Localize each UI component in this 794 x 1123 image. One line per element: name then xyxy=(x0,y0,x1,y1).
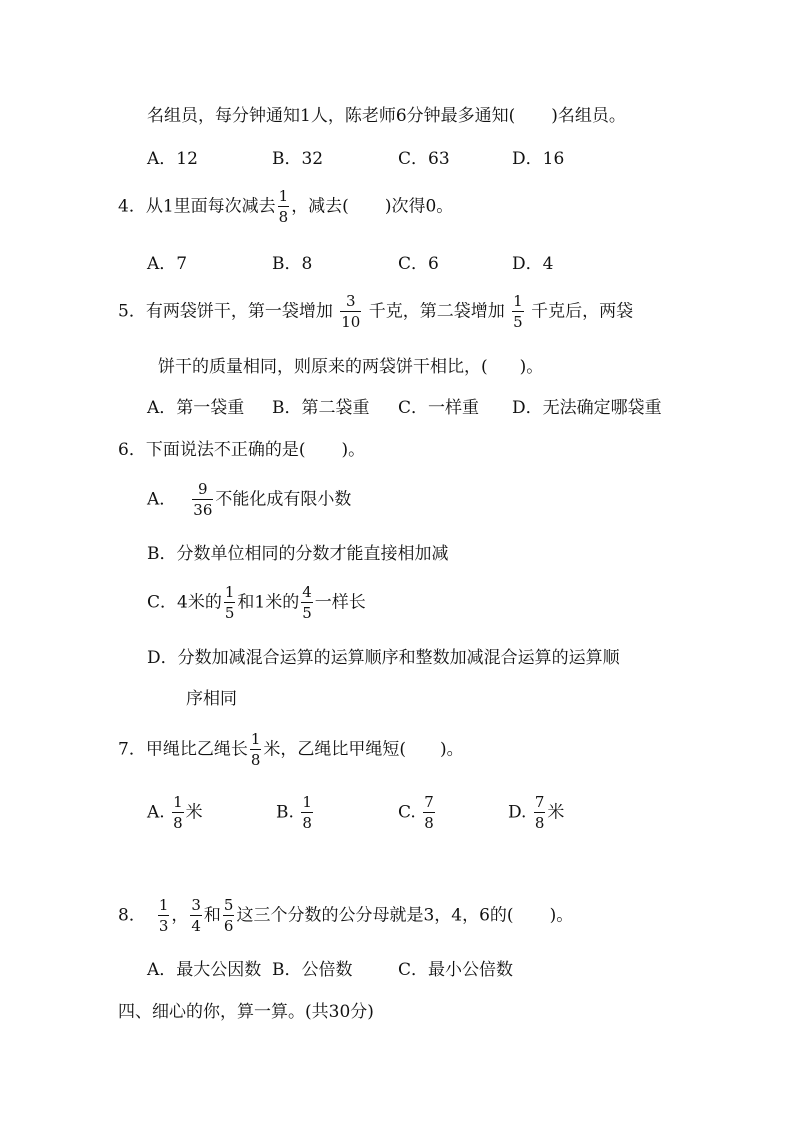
q5-fraction-2: $\frac{1}{5}$ xyxy=(513,292,523,331)
q7-option-d[interactable]: D. $\frac{7}{8}$ 米 xyxy=(508,793,565,832)
q4-option-d[interactable]: D．4 xyxy=(512,254,554,274)
q7-stem: 7．甲绳比乙绳长 $\frac{1}{8}$ 米，乙绳比甲绳短( )。 xyxy=(118,730,464,769)
q7-option-d-fraction: $\frac{7}{8}$ xyxy=(534,793,545,832)
q7-option-c[interactable]: C. $\frac{7}{8}$ xyxy=(398,793,434,832)
q5-option-d[interactable]: D．无法确定哪袋重 xyxy=(512,398,662,418)
q7-option-b-fraction: $\frac{1}{8}$ xyxy=(302,793,312,832)
q7-option-a[interactable]: A. $\frac{1}{8}$ 米 xyxy=(147,793,203,832)
q3-option-d[interactable]: D．16 xyxy=(512,149,565,169)
q6-option-d-line2: 序相同 xyxy=(186,689,237,709)
q4-option-c[interactable]: C．6 xyxy=(398,254,439,274)
section-4-heading: 四、细心的你，算一算。(共30分) xyxy=(118,1002,374,1022)
q4-option-b[interactable]: B．8 xyxy=(272,254,313,274)
q3-option-c[interactable]: C．63 xyxy=(398,149,450,169)
q7-option-c-fraction: $\frac{7}{8}$ xyxy=(424,793,434,832)
q3-stem-continued: 名组员，每分钟通知1人，陈老师6分钟最多通知( )名组员。 xyxy=(147,106,626,126)
q6-option-d[interactable]: D．分数加减混合运算的运算顺序和整数加减混合运算的运算顺 xyxy=(147,648,620,668)
q8-fraction-2: $\frac{3}{4}$ xyxy=(191,896,201,935)
q6-option-c-fraction-2: $\frac{4}{5}$ xyxy=(302,583,312,622)
q3-option-a[interactable]: A．12 xyxy=(147,149,198,169)
q3-option-b[interactable]: B．32 xyxy=(272,149,324,169)
q5-fraction-1: $\frac{3}{10}$ xyxy=(341,292,361,331)
q8-fraction-1: $\frac{1}{3}$ xyxy=(158,896,169,935)
q8-fraction-3: $\frac{5}{6}$ xyxy=(223,896,234,935)
q6-option-a-fraction: $\frac{9}{36}$ xyxy=(193,480,213,519)
q4-stem: 4．从1里面每次减去 $\frac{1}{8}$ ，减去( )次得0。 xyxy=(118,187,454,226)
q6-option-c-fraction-1: $\frac{1}{5}$ xyxy=(224,583,235,622)
q5-option-b[interactable]: B．第二袋重 xyxy=(272,398,370,418)
q6-option-c[interactable]: C．4米的 $\frac{1}{5}$ 和1米的 $\frac{4}{5}$ 一样长 xyxy=(147,583,366,622)
q8-option-c[interactable]: C．最小公倍数 xyxy=(398,960,514,980)
q6-option-a[interactable]: A． $\frac{9}{36}$ 不能化成有限小数 xyxy=(147,480,352,519)
q4-option-a[interactable]: A．7 xyxy=(147,254,188,274)
q6-option-b[interactable]: B．分数单位相同的分数才能直接相加减 xyxy=(147,544,449,564)
q5-option-c[interactable]: C．一样重 xyxy=(398,398,480,418)
q5-stem-line2: 饼干的质量相同，则原来的两袋饼干相比，( )。 xyxy=(158,357,544,377)
q4-fraction: $\frac{1}{8}$ xyxy=(278,187,289,226)
q8-option-a[interactable]: A．最大公因数 xyxy=(147,960,262,980)
q7-fraction: $\frac{1}{8}$ xyxy=(250,730,261,769)
q8-stem: 8． $\frac{1}{3}$ ， $\frac{3}{4}$ 和 $\frac{5}{6}$ 这三个分数的公分母就是3，4，6的( )。 xyxy=(118,896,574,935)
q8-option-b[interactable]: B．公倍数 xyxy=(272,960,353,980)
q5-option-a[interactable]: A．第一袋重 xyxy=(147,398,245,418)
q7-option-b[interactable]: B. $\frac{1}{8}$ xyxy=(276,793,312,832)
q6-stem: 6．下面说法不正确的是( )。 xyxy=(118,440,366,460)
q5-stem: 5．有两袋饼干，第一袋增加 $\frac{3}{10}$ 千克，第二袋增加 $\frac{1}{5}$ 千克后，两袋 xyxy=(118,292,634,331)
q7-option-a-fraction: $\frac{1}{8}$ xyxy=(173,793,183,832)
